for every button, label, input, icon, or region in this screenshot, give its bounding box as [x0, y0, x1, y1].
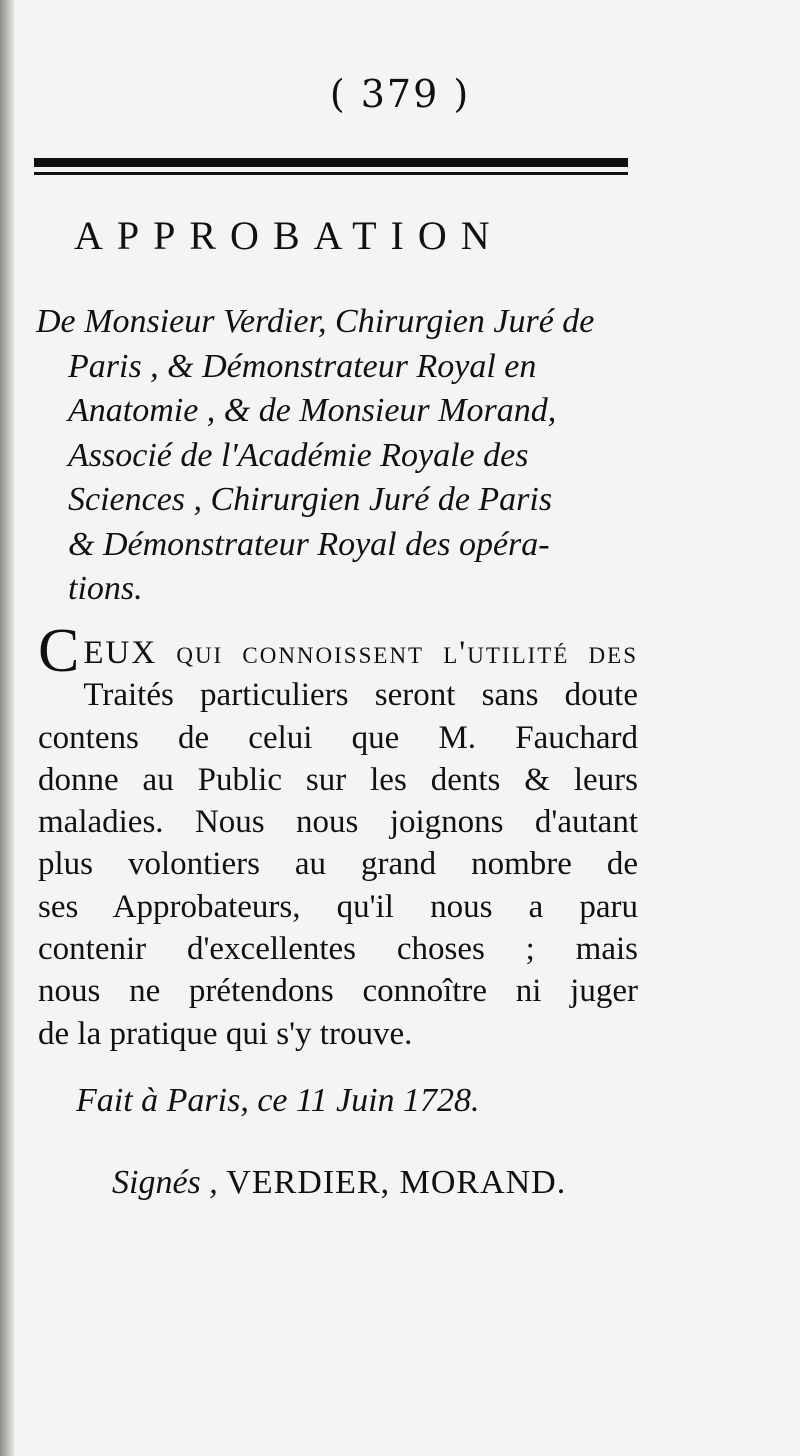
subtitle-line: & Démonstrateur Royal des opéra-: [68, 525, 550, 563]
approbation-subtitle: [36, 300, 636, 612]
body-line: de la pratique qui s'y trouve.: [38, 1015, 413, 1052]
header-rule-thin: [34, 172, 628, 175]
signature-names: VERDIER, MORAND.: [226, 1164, 567, 1201]
page-edge-shadow: [0, 0, 14, 1456]
signature-line: [112, 1164, 566, 1202]
subtitle-line: Associé de l'Académie Royale des: [68, 436, 529, 474]
body-line: contens de celui que M. Fauchard: [38, 719, 638, 756]
approbation-body: [38, 617, 638, 1055]
body-line: plus volontiers au grand nombre de: [38, 846, 638, 883]
subtitle-line: De Monsieur Verdier, Chirurgien Juré de: [36, 303, 595, 340]
subtitle-line: Sciences , Chirurgien Juré de Paris: [68, 481, 553, 518]
page-number: ( 379 ): [329, 72, 471, 116]
signature-prefix: Signés ,: [112, 1164, 218, 1201]
body-line: contenir d'excellentes choses ; mais: [38, 931, 638, 968]
date-line: Fait à Paris, ce 11 Juin 1728.: [76, 1082, 480, 1119]
body-line: ses Approbateurs, qu'il nous a paru: [38, 888, 638, 925]
body-line: EUX qui connoissent l'utilité des: [83, 635, 638, 671]
subtitle-line: tions.: [68, 570, 143, 607]
section-heading: APPROBATION: [74, 213, 504, 258]
subtitle-line: Anatomie , & de Monsieur Morand,: [68, 392, 557, 429]
body-line: maladies. Nous nous joignons d'autant: [38, 804, 638, 841]
drop-cap: C: [38, 617, 80, 685]
body-line: donne au Public sur les dents & leurs: [38, 761, 638, 798]
header-rule-thick: [34, 158, 628, 167]
subtitle-line: Paris , & Démonstrateur Royal en: [68, 347, 537, 385]
body-first-line: [38, 617, 638, 685]
body-line: Traités particuliers seront sans doute: [83, 677, 638, 714]
body-line: nous ne prétendons connoître ni juger: [38, 973, 638, 1010]
